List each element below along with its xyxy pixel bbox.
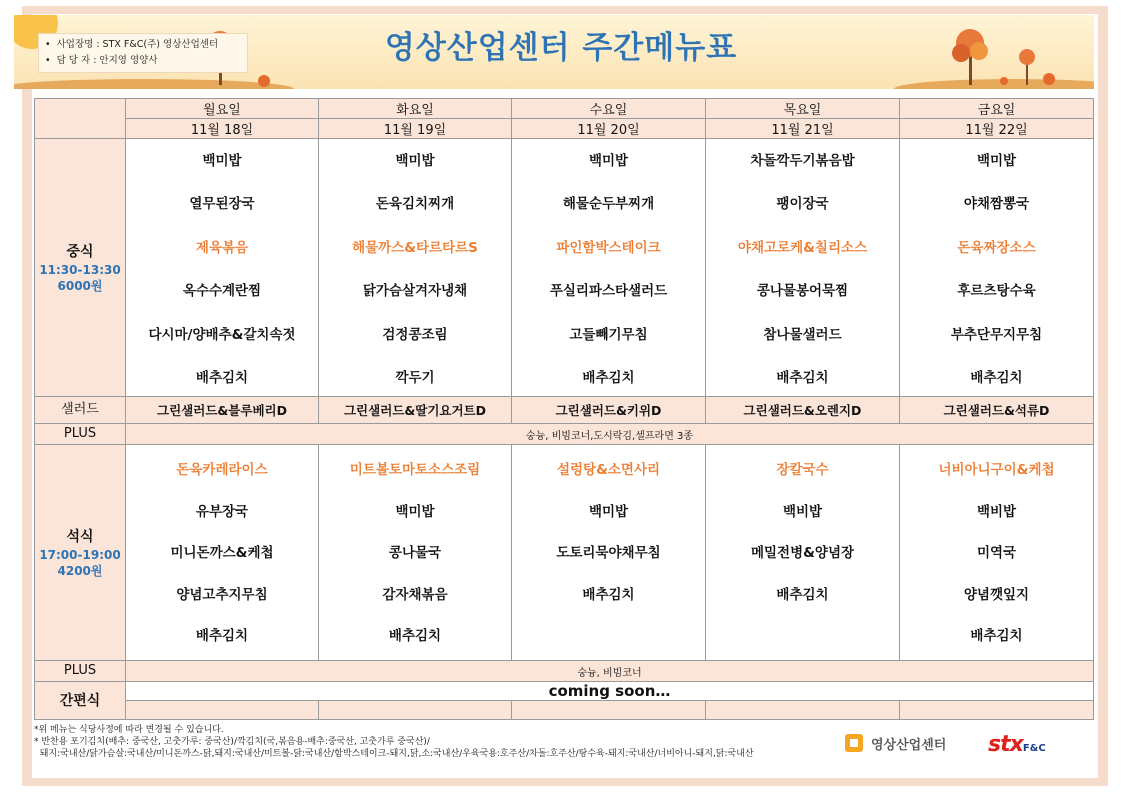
dinner-menu-tue — [319, 445, 512, 661]
menu-item: 배추김치 — [970, 628, 1023, 644]
note-line: * 반찬용 포기김치(배추: 중국산, 고춧가루: 중국산)/깍김치(국,볶음용-배추:중국산, 고춧가루 중국산)/ — [34, 737, 430, 747]
ground-left — [14, 79, 294, 89]
menu-item: 미트볼토마토소스조림 — [349, 462, 481, 478]
day-wed: 수요일 — [512, 99, 706, 119]
lunch-menu-thu — [706, 139, 900, 397]
menu-item: 팽이장국 — [776, 196, 829, 213]
salad-wed: 그린샐러드&키위D — [512, 397, 706, 424]
menu-item: 깍두기 — [395, 370, 435, 387]
menu-item: 배추김치 — [776, 370, 829, 387]
menu-item: 배추김치 — [970, 370, 1023, 387]
center-logo-icon — [843, 732, 865, 754]
stx-logo — [988, 732, 1046, 757]
menu-item: 고들빼기무침 — [569, 326, 648, 343]
menu-item: 콩나물국 — [388, 545, 442, 561]
menu-item: 푸실리파스타샐러드 — [549, 283, 668, 300]
dinner-menu-fri — [900, 445, 1094, 661]
pumpkin-icon — [258, 75, 270, 87]
plus-lunch-label: PLUS — [35, 424, 126, 445]
note-line: *위 메뉴는 식당사정에 따라 변경될 수 있습니다. — [34, 725, 224, 735]
date-tue: 11월 19일 — [319, 119, 512, 139]
menu-item: 제육볶음 — [195, 239, 249, 256]
day-tue: 화요일 — [319, 99, 512, 119]
info-workplace: • 사업장명 : STX F&C(주) 영상산업센터 — [45, 37, 241, 53]
menu-item: 백미밥 — [588, 152, 629, 169]
menu-item: 유부장국 — [195, 503, 249, 520]
dinner-price: 4200원 — [57, 563, 103, 578]
menu-item: 해물순두부찌개 — [562, 196, 655, 213]
menu-item: 배추김치 — [776, 586, 829, 603]
snack-row — [35, 682, 1094, 701]
date-thu: 11월 21일 — [706, 119, 900, 139]
day-row — [35, 99, 1094, 119]
center-logo — [843, 732, 946, 754]
menu-item: 메밀전병&양념장 — [750, 545, 855, 561]
plus-lunch-row — [35, 424, 1094, 445]
lunch-menu-tue — [319, 139, 512, 397]
menu-item: 돈육카레라이스 — [176, 462, 268, 478]
menu-item: 너비아니구이&케첩 — [938, 462, 1055, 478]
day-thu: 목요일 — [706, 99, 900, 119]
info-manager: • 담 당 자 : 안지영 영양사 — [45, 53, 241, 69]
day-mon: 월요일 — [126, 99, 319, 119]
ground-right — [894, 79, 1094, 89]
menu-item: 부추단무지무침 — [950, 326, 1043, 343]
menu-item: 검정콩조림 — [382, 326, 448, 343]
note-line: 돼지:국내산/닭가슴살:국내산/미니돈까스-닭,돼지:국내산/미트볼-닭:국내산/함박스테이크-돼지,닭,소:국내산/우육국용:호주산/차돌:호주산/탕수육-돼지:국내산/너비아니-돼지,닭:국내산 — [34, 749, 754, 759]
stx-logo-text: stx — [988, 732, 1023, 757]
menu-item: 배추김치 — [582, 370, 635, 387]
lunch-row — [35, 139, 1094, 397]
center-logo-text: 영상산업센터 — [871, 737, 947, 753]
menu-item: 백미밥 — [202, 152, 242, 169]
menu-item: 양념깻잎지 — [963, 586, 1030, 603]
salad-tue: 그린샐러드&딸기요거트D — [319, 397, 512, 424]
menu-item: 백미밥 — [395, 152, 435, 169]
menu-item: 백비밥 — [782, 503, 823, 520]
snack-blank-mon — [126, 701, 319, 720]
lunch-price: 6000원 — [57, 278, 103, 293]
menu-item: 도토리묵야채무침 — [556, 545, 661, 561]
lunch-menu-wed — [512, 139, 706, 397]
menu-item: 감자채볶음 — [382, 586, 448, 603]
salad-label: 샐러드 — [35, 397, 126, 424]
date-row — [35, 119, 1094, 139]
plus-dinner-text: 숭늉, 비빔코너 — [126, 661, 1094, 682]
day-fri: 금요일 — [900, 99, 1094, 119]
menu-item: 참나물샐러드 — [763, 326, 842, 343]
snack-blank-row — [35, 701, 1094, 720]
dinner-time: 17:00-19:00 — [39, 547, 121, 562]
snack-label: 간편식 — [35, 682, 126, 720]
stx-logo-sub: F&C — [1022, 743, 1046, 754]
footnotes — [34, 724, 854, 760]
dinner-row — [35, 445, 1094, 661]
menu-item: 양념고추지무침 — [176, 586, 268, 603]
menu-item: 백미밥 — [395, 503, 435, 520]
lunch-menu-mon — [126, 139, 319, 397]
salad-fri: 그린샐러드&석류D — [900, 397, 1094, 424]
plus-dinner-label: PLUS — [35, 661, 126, 682]
menu-item: 백미밥 — [976, 152, 1017, 169]
dinner-menu-mon — [126, 445, 319, 661]
menu-item: 돈육짜장소스 — [957, 239, 1036, 256]
menu-item: 콩나물봉어묵찜 — [756, 283, 849, 300]
lunch-menu-fri — [900, 139, 1094, 397]
menu-item: 배추김치 — [582, 586, 635, 603]
lunch-time: 11:30-13:30 — [39, 262, 121, 277]
menu-item: 옥수수계란찜 — [182, 283, 262, 300]
salad-row — [35, 397, 1094, 424]
lunch-label: 중식 — [66, 243, 94, 260]
menu-item: 후르츠탕수육 — [957, 283, 1036, 300]
menu-item: 차돌깍두기볶음밥 — [750, 152, 855, 169]
menu-item: 백미밥 — [588, 503, 629, 520]
lunch-label-cell — [35, 139, 126, 397]
menu-item: 백비밥 — [976, 503, 1017, 520]
dinner-label-cell — [35, 445, 126, 661]
salad-mon: 그린샐러드&블루베리D — [126, 397, 319, 424]
weekly-menu-table — [34, 98, 1094, 720]
snack-blank-wed — [512, 701, 706, 720]
menu-item: 다시마/양배추&갈치속젓 — [148, 326, 296, 343]
snack-blank-fri — [900, 701, 1094, 720]
dinner-menu-thu — [706, 445, 900, 661]
snack-blank-tue — [319, 701, 512, 720]
salad-thu: 그린샐러드&오렌지D — [706, 397, 900, 424]
menu-item: 장칼국수 — [776, 462, 829, 478]
corner-cell — [35, 99, 126, 139]
menu-item: 해물까스&타르타르S — [352, 239, 478, 256]
menu-item: 닭가슴살겨자냉채 — [362, 283, 468, 300]
menu-item: 열무된장국 — [189, 196, 255, 213]
menu-item: 배추김치 — [195, 370, 249, 387]
menu-item: 미역국 — [976, 545, 1017, 561]
date-fri: 11월 22일 — [900, 119, 1094, 139]
menu-item: 야채고로케&칠리소스 — [737, 239, 868, 256]
snack-text: coming soon… — [126, 682, 1094, 701]
menu-item: 야채짬뽕국 — [963, 196, 1030, 213]
menu-item: 파인함박스테이크 — [556, 239, 661, 256]
plus-dinner-row — [35, 661, 1094, 682]
dinner-menu-wed — [512, 445, 706, 661]
dinner-label: 석식 — [66, 528, 94, 545]
plus-lunch-text: 숭늉, 비빔코너,도시락김,셀프라면 3종 — [126, 424, 1094, 445]
snack-blank-thu — [706, 701, 900, 720]
menu-item: 배추김치 — [195, 628, 249, 644]
page-title: 영상산업센터 주간메뉴표 — [384, 30, 738, 66]
menu-item: 배추김치 — [388, 628, 442, 644]
menu-item: 설렁탕&소면사리 — [556, 462, 661, 478]
menu-item: 돈육김치찌개 — [375, 196, 455, 213]
date-wed: 11월 20일 — [512, 119, 706, 139]
date-mon: 11월 18일 — [126, 119, 319, 139]
menu-item: 미니돈까스&케첩 — [170, 545, 274, 561]
